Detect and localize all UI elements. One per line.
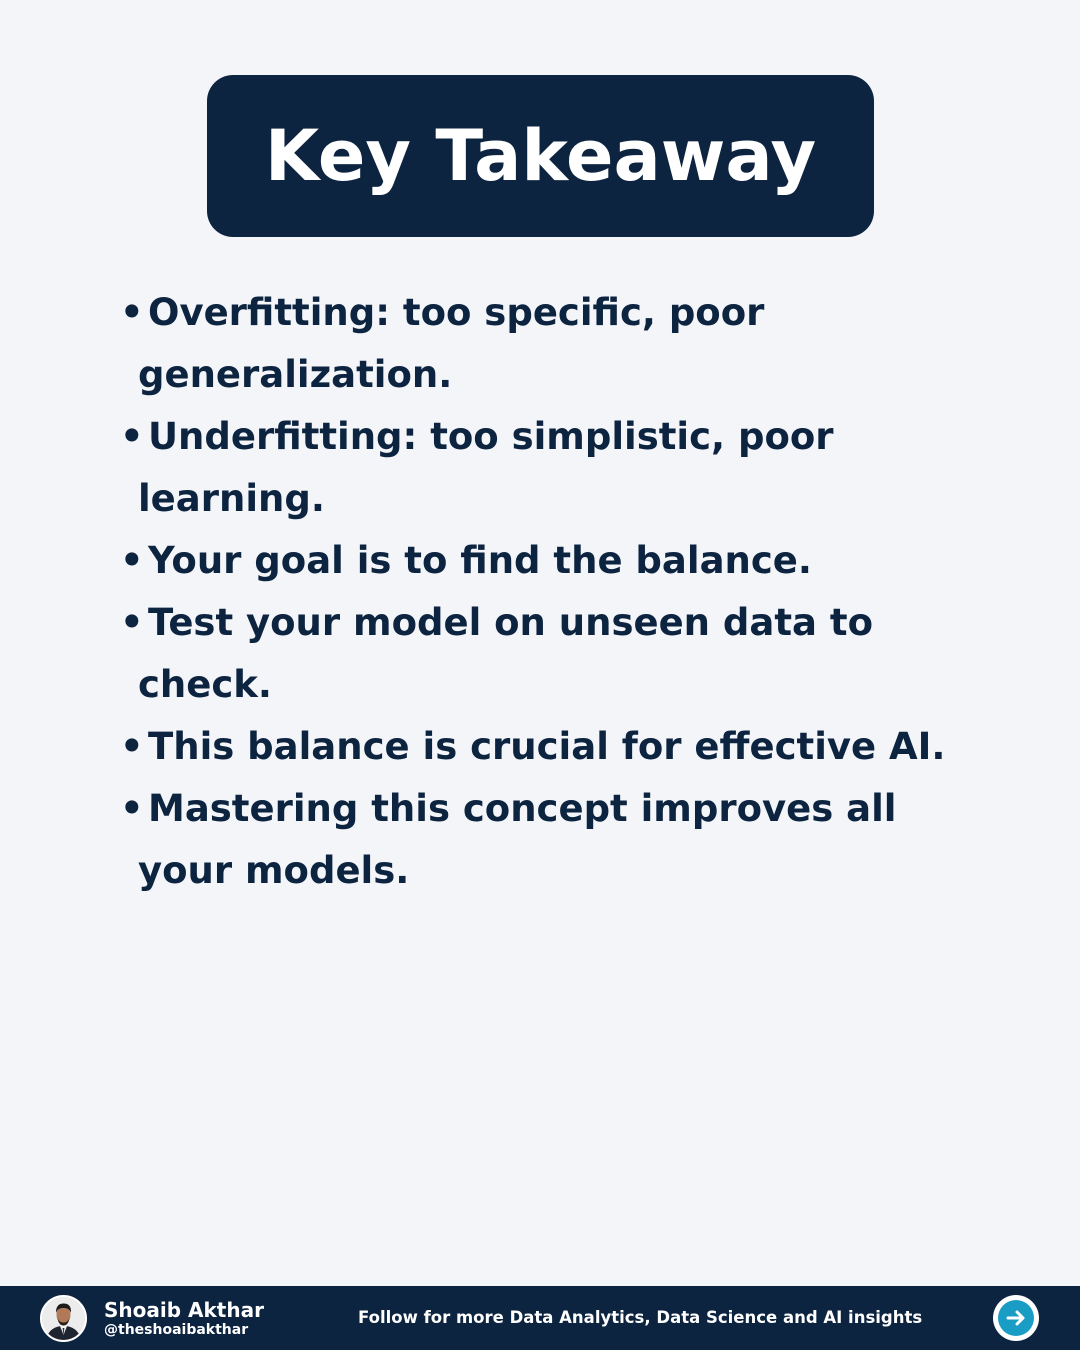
follow-message: Follow for more Data Analytics, Data Science and AI insights [358,1308,923,1327]
bullet-icon: • [120,415,144,458]
list-item [120,716,1000,778]
next-slide-button[interactable] [993,1295,1039,1341]
author-name: Shoaib Akthar [104,1298,264,1322]
footer-bar [0,1286,1080,1350]
bullet-icon: • [120,601,144,644]
bullet-icon: • [120,725,144,768]
next-button-fill [998,1300,1034,1336]
author-handle: @theshoaibakthar [104,1322,249,1338]
bullet-text: Overfitting: too specific, poor generalization. [138,291,765,396]
avatar-image [42,1297,85,1340]
avatar[interactable] [40,1295,87,1342]
bullet-icon: • [120,539,144,582]
takeaway-list [120,282,1000,902]
list-item [120,778,1000,902]
bullet-text: Underfitting: too simplistic, poor learning. [138,415,834,520]
bullet-text: This balance is crucial for effective AI. [148,725,946,768]
bullet-icon: • [120,291,144,334]
arrow-right-circle-icon [1004,1306,1028,1330]
title-banner [207,75,874,237]
bullet-icon: • [120,787,144,830]
list-item [120,282,1000,406]
bullet-text: Your goal is to find the balance. [148,539,812,582]
page-title: Key Takeaway [264,115,817,197]
list-item [120,530,1000,592]
list-item [120,592,1000,716]
bullet-text: Test your model on unseen data to check. [138,601,873,706]
list-item [120,406,1000,530]
bullet-text: Mastering this concept improves all your models. [138,787,897,892]
